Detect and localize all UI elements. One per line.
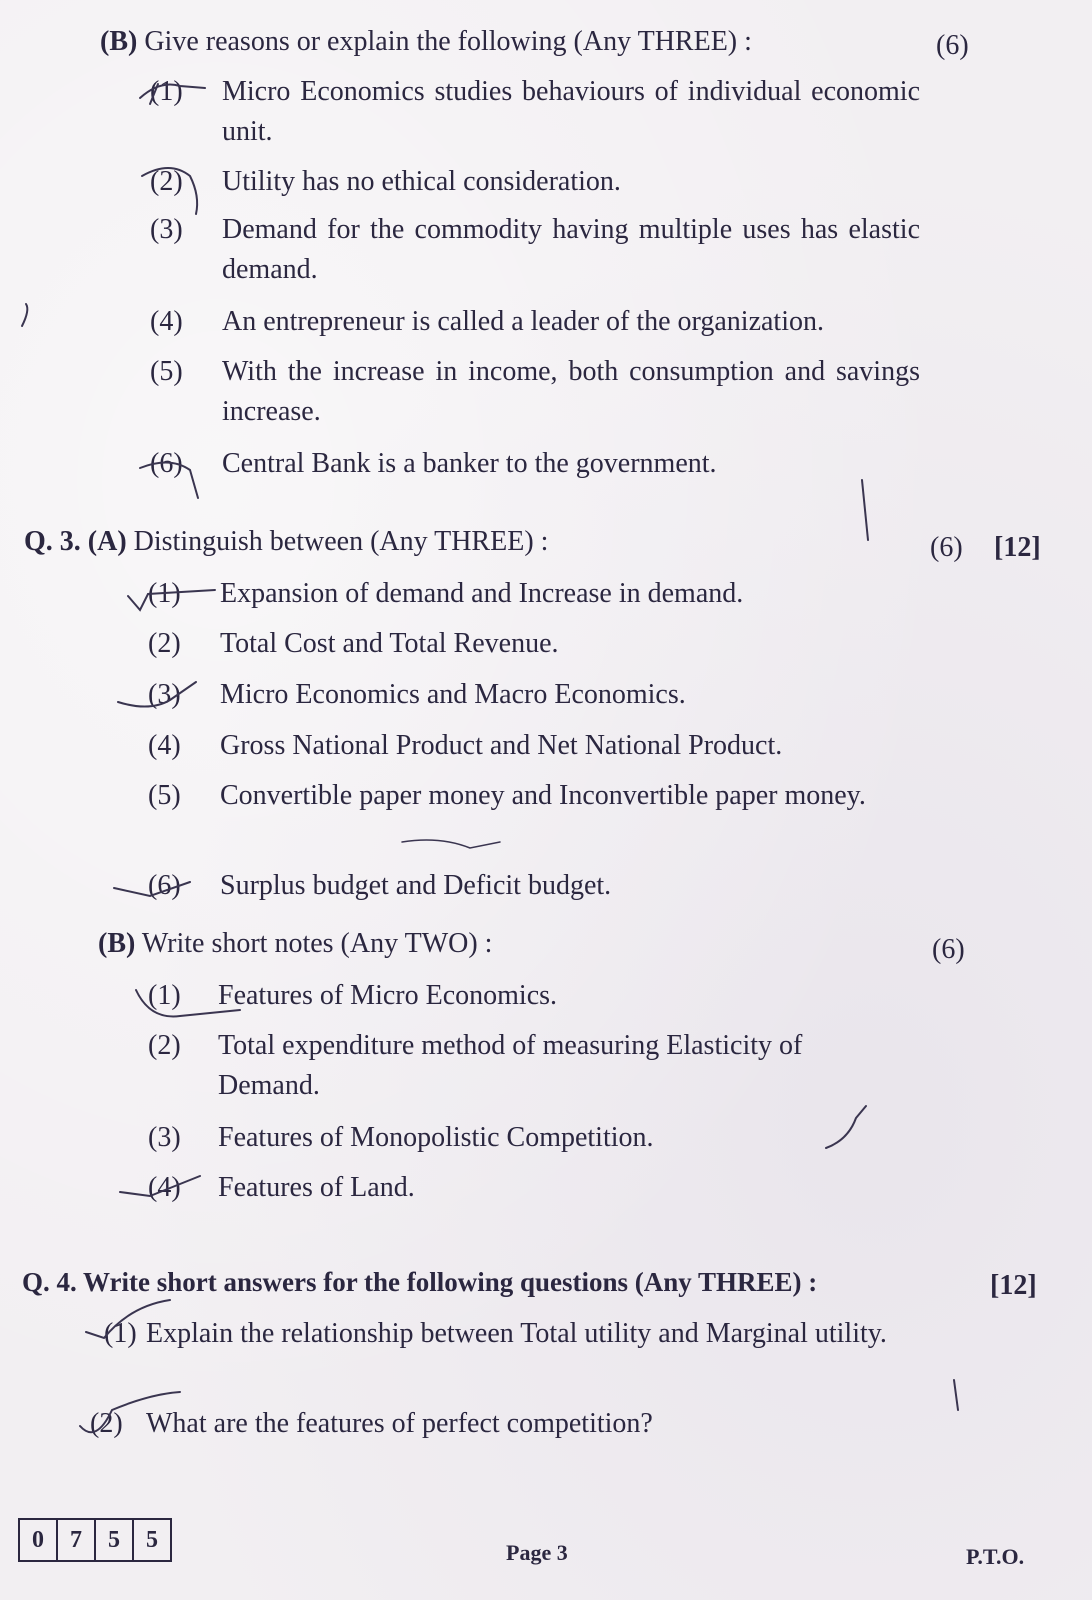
item-text: Gross National Product and Net National Product. — [220, 730, 783, 761]
section-b-label: (B) — [100, 26, 138, 57]
item-number: (1) — [104, 1318, 137, 1349]
paper-code-box — [18, 1518, 172, 1562]
q3-heading-text: Distinguish between (Any THREE) : — [133, 526, 549, 557]
q3-label: Q. 3. (A) — [24, 526, 127, 557]
item-number: (2) — [90, 1408, 123, 1439]
item-number: (3) — [148, 679, 181, 710]
item-text: Features of Monopolistic Competition. — [218, 1122, 654, 1153]
item-text: Utility has no ethical consideration. — [222, 166, 621, 197]
item-number: (2) — [150, 166, 183, 197]
item-number: (5) — [148, 780, 181, 811]
q4-total-marks: [12] — [990, 1270, 1037, 1301]
page-number: Page 3 — [506, 1540, 568, 1565]
q3b-heading-text: Write short notes (Any TWO) : — [141, 928, 493, 959]
pto-label: P.T.O. — [966, 1544, 1025, 1569]
item-text: Expansion of demand and Increase in demand. — [220, 578, 744, 609]
item-number: (1) — [148, 578, 181, 609]
item-text: Surplus budget and Deficit budget. — [220, 870, 612, 901]
item-number: (4) — [148, 1172, 181, 1203]
item-number: (3) — [148, 1122, 181, 1153]
item-text: Convertible paper money and Inconvertible paper money. — [220, 780, 866, 811]
section-b-heading-text: Give reasons or explain the following (Any THREE) : — [144, 26, 752, 57]
pen-stroke — [954, 1380, 958, 1410]
item-number: (2) — [148, 1030, 181, 1061]
item-text: Total expenditure method of measuring Elasticity of Demand. — [218, 1030, 803, 1101]
q3b-heading — [98, 924, 492, 964]
item-text: Features of Land. — [218, 1172, 415, 1203]
item-text: Central Bank is a banker to the government. — [222, 448, 717, 479]
item-text: Explain the relationship between Total utility and Marginal utility. — [146, 1318, 887, 1349]
item-text: Micro Economics and Macro Economics. — [220, 679, 686, 710]
q3-marks: (6) — [930, 532, 963, 563]
code-digit: 5 — [96, 1520, 134, 1560]
q3-total-marks: [12] — [994, 532, 1041, 563]
item-number: (6) — [150, 448, 183, 479]
item-number: (5) — [150, 356, 183, 387]
item-number: (4) — [148, 730, 181, 761]
code-digit: 0 — [20, 1520, 58, 1560]
item-text: Micro Economics studies behaviours of individual economic unit. — [222, 76, 920, 147]
pen-stroke — [402, 840, 500, 848]
pen-stroke — [862, 480, 868, 540]
item-number: (6) — [148, 870, 181, 901]
item-text: Demand for the commodity having multiple uses has elastic demand. — [222, 214, 920, 285]
item-number: (3) — [150, 214, 183, 245]
q4-heading: Q. 4. Write short answers for the following questions (Any THREE) : — [22, 1267, 818, 1297]
pen-stroke — [22, 304, 27, 326]
code-digit: 7 — [58, 1520, 96, 1560]
section-b-heading — [100, 22, 752, 62]
section-b-marks: (6) — [936, 30, 969, 61]
item-number: (1) — [148, 980, 181, 1011]
code-digit: 5 — [146, 1527, 158, 1553]
item-text: Features of Micro Economics. — [218, 980, 558, 1011]
item-number: (4) — [150, 306, 183, 337]
item-number: (2) — [148, 628, 181, 659]
item-text: What are the features of perfect competition? — [146, 1408, 653, 1439]
item-text: An entrepreneur is called a leader of the organization. — [222, 306, 824, 337]
item-text: Total Cost and Total Revenue. — [220, 628, 559, 659]
q3b-marks: (6) — [932, 934, 965, 965]
q3-heading — [24, 522, 548, 562]
item-number: (1) — [150, 76, 183, 107]
item-text: With the increase in income, both consumption and savings increase. — [222, 356, 920, 427]
q3b-label: (B) — [98, 928, 136, 959]
